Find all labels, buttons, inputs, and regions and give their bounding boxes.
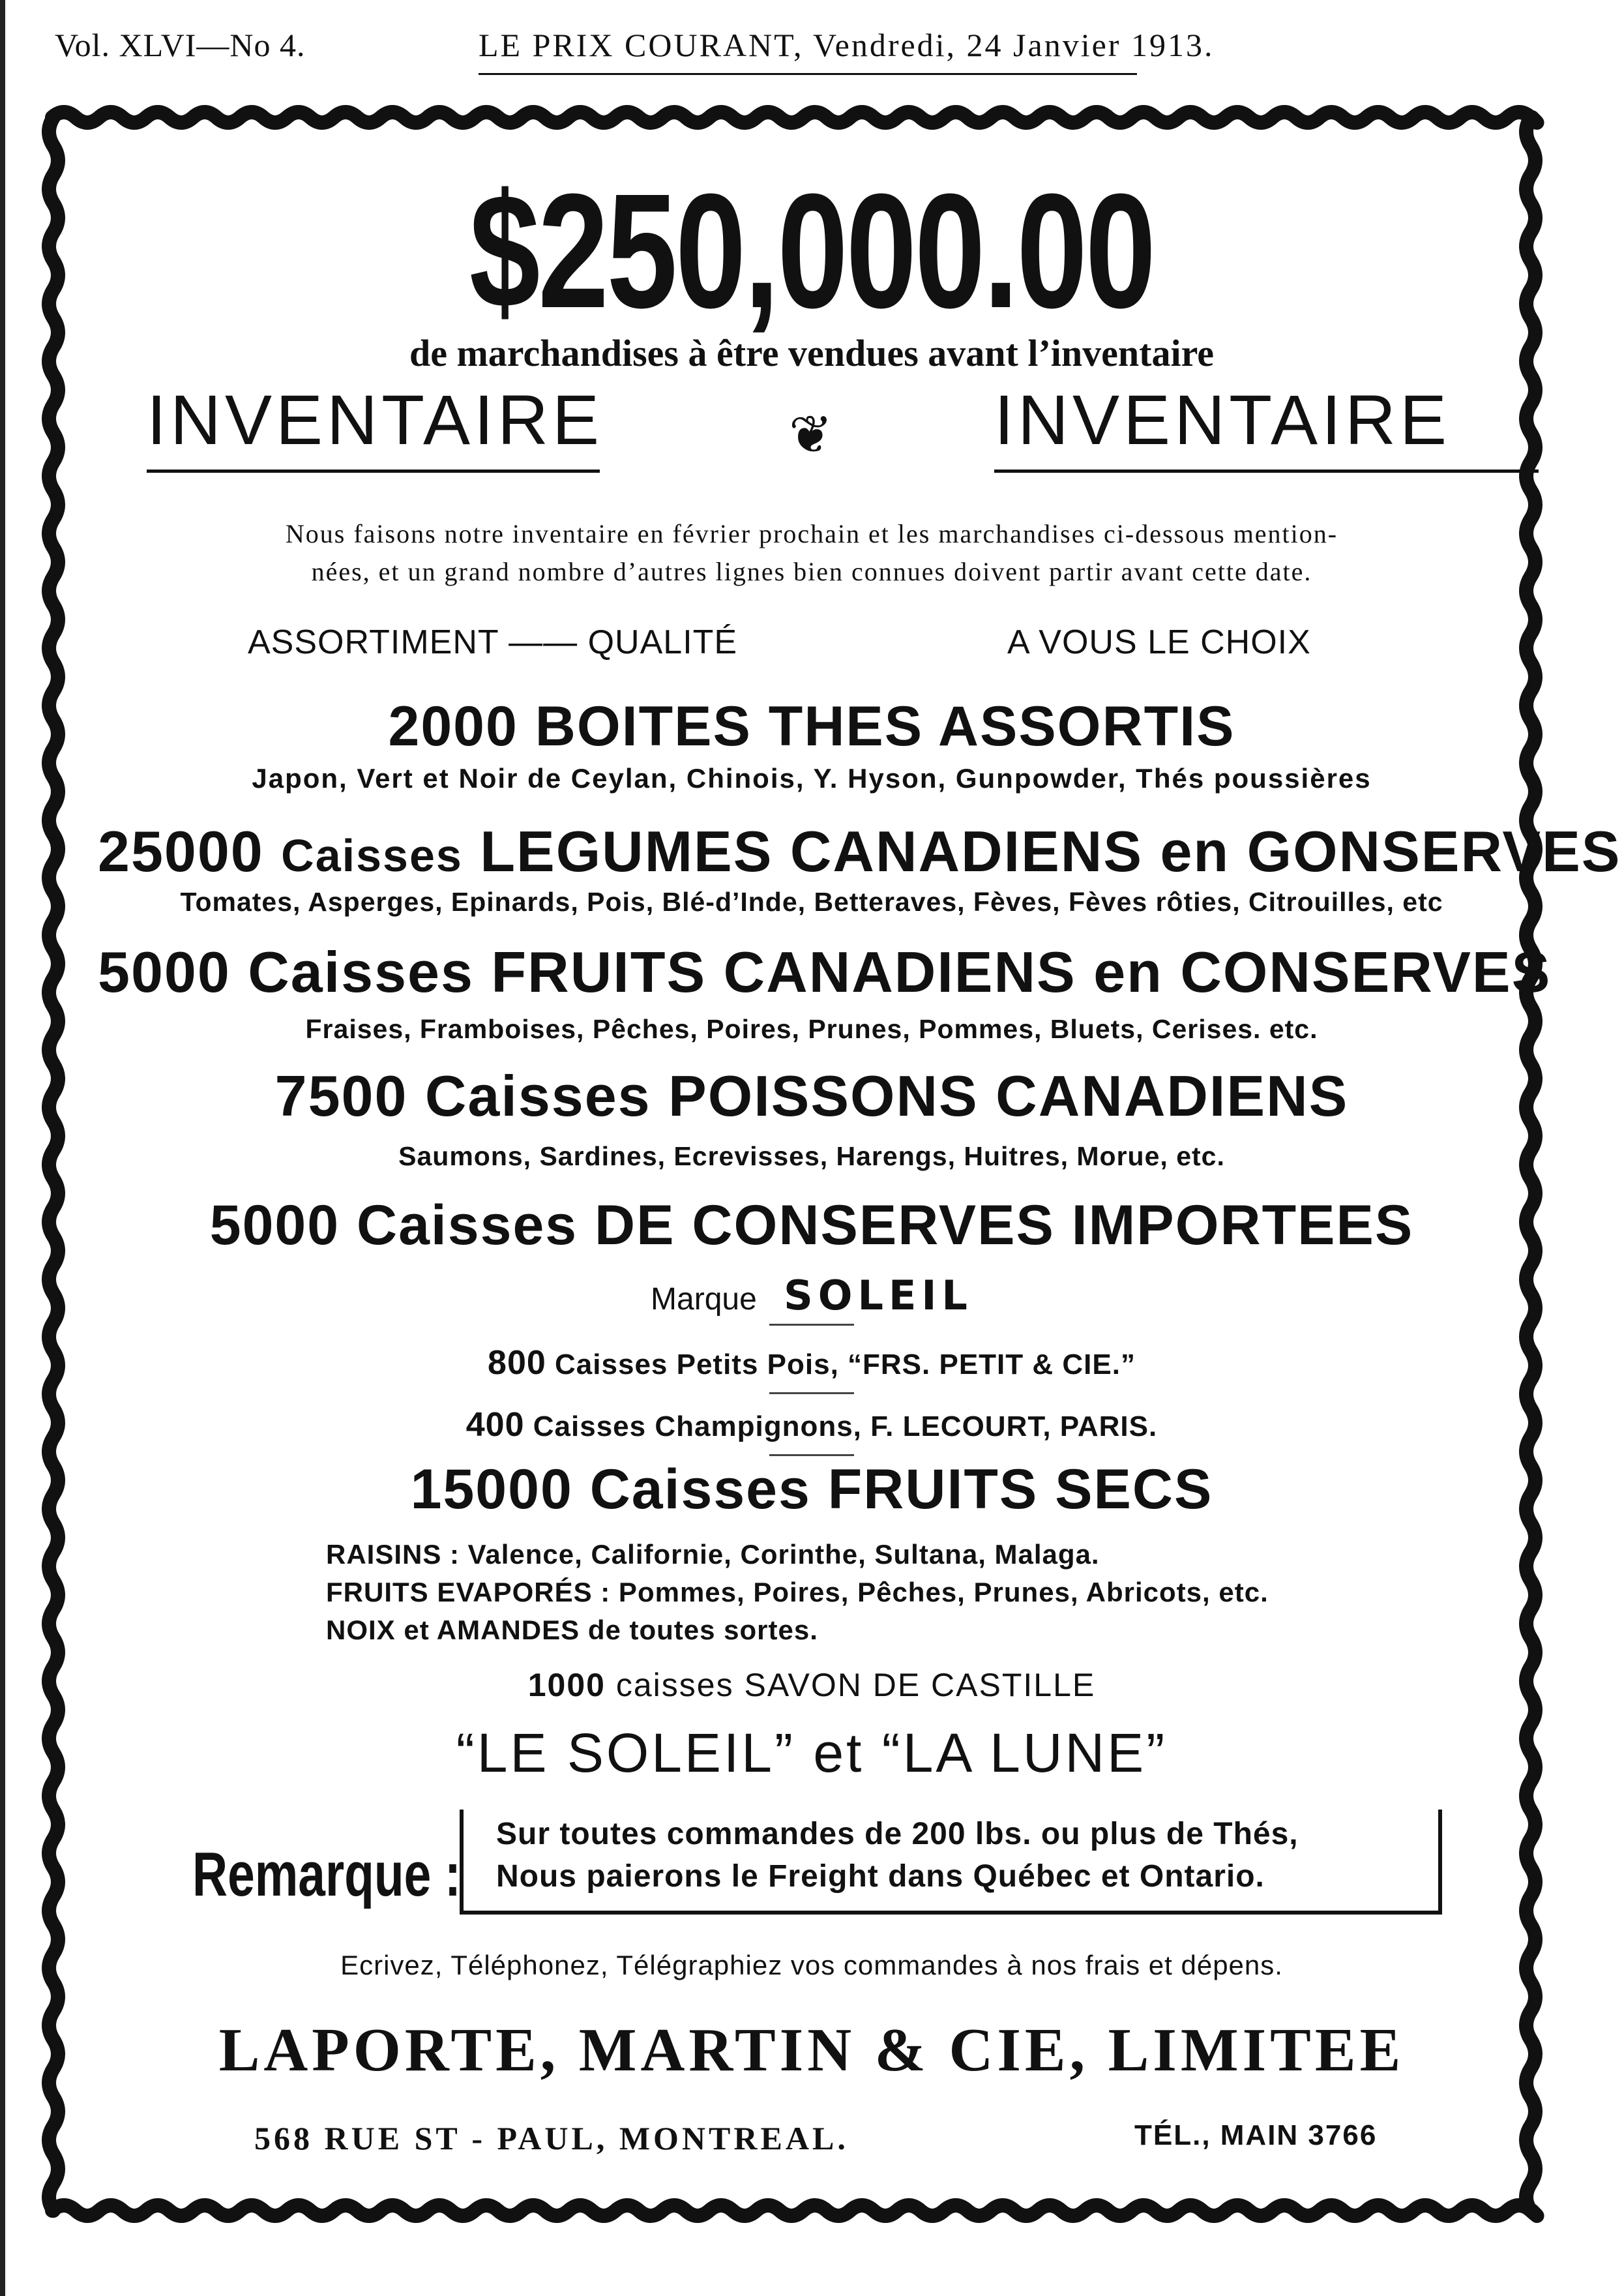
secs-qty: 15000 [410,1458,573,1521]
champignons-label: Caisses Champignons, F. LECOURT, PARIS. [533,1410,1158,1442]
legumes-unit: Caisses [281,830,463,881]
newspaper-title: LE PRIX COURANT, Vendredi, 24 Janvier 1913. [479,27,1215,63]
legumes-detail: Tomates, Asperges, Epinards, Pois, Blé-d’Inde, Betteraves, Fèves, Fèves rôties, Citrouilles, etc [180,887,1443,917]
border-right [1526,117,1535,2211]
fruits-evapores-line: FRUITS EVAPORÉS : Pommes, Poires, Pêches, Prunes, Abricots, etc. [326,1577,1269,1607]
border-top [52,112,1537,123]
fruits-qty: 5000 [98,940,231,1004]
legumes-heading [98,818,1621,885]
company-telephone: TÉL., MAIN 3766 [1134,2119,1378,2151]
champignons-line [98,1405,1526,1444]
page-header [55,17,1574,82]
intro-line-1: Nous faisons notre inventaire en février prochain et les marchandises ci-dessous mention- [285,519,1338,548]
raisins-line: RAISINS : Valence, Californie, Corinthe, Sultana, Malaga. [326,1539,1100,1570]
company-address: 568 RUE ST - PAUL, MONTREAL. [254,2120,849,2156]
legumes-qty: 25000 [98,819,264,884]
inventaire-left: INVENTAIRE [147,380,604,459]
petits-pois-qty: 800 [488,1344,546,1382]
secs-label: FRUITS SECS [827,1458,1213,1521]
petits-pois-label: Caisses Petits Pois, “FRS. PETIT & CIE.” [555,1349,1136,1380]
page-edge-rule [0,0,5,2296]
fruits-heading [98,939,1552,1006]
petits-pois-line [98,1343,1526,1382]
champignons-qty: 400 [465,1406,525,1444]
savon-qty: 1000 [527,1667,606,1703]
poissons-label: POISSONS CANADIENS [668,1064,1349,1128]
soleil-lune-heading: “LE SOLEIL” et “LA LUNE” [456,1722,1168,1783]
poissons-unit: Caisses [424,1064,651,1128]
inventaire-right-underline [994,470,1539,473]
remarque-line-1: Sur toutes commandes de 200 lbs. ou plus de Thés, [496,1817,1299,1851]
fruits-secs-heading [98,1457,1526,1522]
secs-unit: Caisses [589,1458,811,1521]
savon-label: caisses SAVON DE CASTILLE [615,1667,1096,1703]
remarque-box [460,1810,1442,1915]
poissons-detail: Saumons, Sardines, Ecrevisses, Harengs, Huitres, Morue, etc. [398,1141,1225,1171]
headline-price: $250,000.00 [469,160,1155,342]
importees-heading [98,1193,1526,1258]
assortiment-qualite: ASSORTIMENT —— QUALITÉ [248,623,738,661]
a-vous-le-choix: A VOUS LE CHOIX [1007,623,1311,661]
volume-number: Vol. XLVI—No 4. [55,27,306,63]
divider-rule [769,1454,854,1456]
company-name: LAPORTE, MARTIN & CIE, LIMITEE [218,2016,1405,2084]
divider-rule [769,1392,854,1394]
importees-label: DE CONSERVES IMPORTEES [595,1194,1414,1257]
inventaire-right: INVENTAIRE [994,380,1451,459]
border-left [49,117,58,2211]
noix-amandes-line: NOIX et AMANDES de toutes sortes. [326,1615,818,1645]
thes-label: BOITES THES ASSORTIS [535,695,1235,758]
poissons-qty: 7500 [274,1064,408,1128]
thes-detail: Japon, Vert et Noir de Ceylan, Chinois, Y. Hyson, Gunpowder, Thés poussières [252,763,1372,794]
poissons-heading [98,1063,1526,1129]
headline-subtitle: de marchandises à être vendues avant l’inventaire [409,332,1215,374]
advertisement [98,124,1621,2211]
fruits-label: FRUITS CANADIENS en CONSERVES [491,940,1552,1004]
remarque-line-2: Nous paierons le Freight dans Québec et Ontario. [496,1859,1265,1894]
header-rule [479,73,1137,75]
thes-heading [98,694,1526,759]
inventaire-left-underline [147,470,600,473]
intro-paragraph [98,515,1526,591]
importees-unit: Caisses [356,1194,578,1257]
fruits-detail: Fraises, Framboises, Pêches, Poires, Prunes, Pommes, Bluets, Cerises. etc. [305,1014,1318,1044]
remarque-label: Remarque : [192,1840,461,1909]
legumes-label: LEGUMES CANADIENS en GONSERVES [480,819,1621,884]
soleil-brand-logo: SOLEIL [784,1272,973,1319]
order-instructions: Ecrivez, Téléphonez, Télégraphiez vos commandes à nos frais et dépens. [340,1950,1283,1980]
savon-line [98,1666,1526,1704]
fruits-unit: Caisses [248,940,474,1004]
marque-line [98,1272,1526,1319]
importees-qty: 5000 [209,1194,340,1257]
intro-line-2: nées, et un grand nombre d’autres lignes bien connues doivent partir avant cette date. [311,557,1312,586]
thes-qty: 2000 [388,695,518,758]
fleuron-ornament-icon: ❦ [789,404,833,465]
divider-rule [769,1324,854,1326]
marque-label: Marque [651,1282,757,1317]
